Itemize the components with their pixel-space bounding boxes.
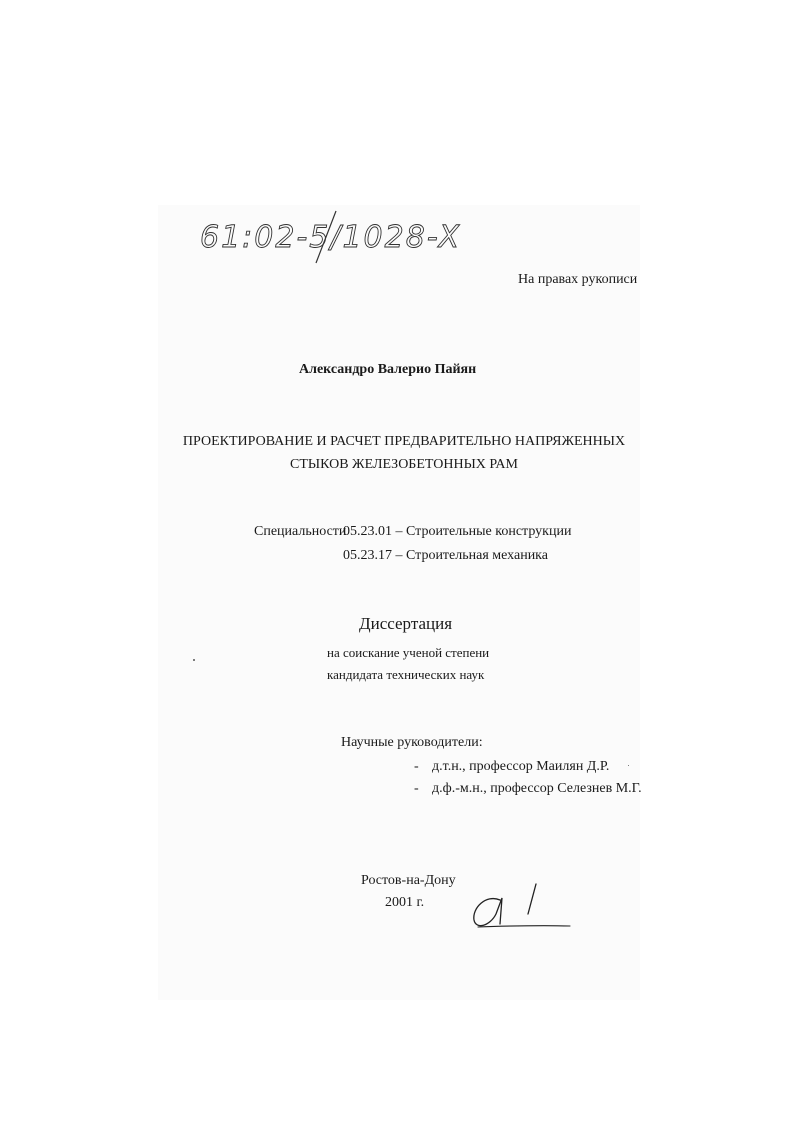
supervisor-item	[414, 781, 642, 797]
supervisor-name: д.ф.-м.н., профессор Селезнев М.Г.	[432, 781, 642, 796]
supervisor-name: д.т.н., профессор Маилян Д.Р.	[432, 759, 610, 774]
author-name: Александро Валерио Пайян	[299, 362, 477, 377]
handwritten-signature	[466, 880, 576, 932]
work-type-heading: Диссертация	[359, 614, 453, 633]
supervisor-item	[414, 759, 609, 775]
title-line: ПРОЕКТИРОВАНИЕ И РАСЧЕТ ПРЕДВАРИТЕЛЬНО НАПРЯЖЕННЫХ	[182, 434, 626, 449]
degree-line: на соискание ученой степени	[327, 645, 490, 660]
degree-line: кандидата технических наук	[327, 667, 485, 682]
specialty-item: 05.23.17 – Строительная механика	[343, 548, 548, 563]
archive-code-text: 61:02-5/1028-X	[200, 220, 462, 255]
bullet-dash: -	[414, 759, 419, 774]
scan-speck	[193, 659, 195, 661]
title-line: СТЫКОВ ЖЕЛЕЗОБЕТОННЫХ РАМ	[290, 457, 518, 472]
year: 2001 г.	[385, 895, 425, 910]
manuscript-rights-note: На правах рукописи	[518, 272, 638, 287]
specialty-label: Специальности	[254, 524, 347, 539]
supervisors-label: Научные руководители:	[341, 735, 483, 750]
city: Ростов-на-Дону	[361, 873, 456, 888]
specialty-item: 05.23.01 – Строительные конструкции	[343, 524, 572, 539]
dissertation-title	[168, 430, 640, 476]
bullet-dash: -	[414, 781, 419, 796]
handwritten-archive-code	[196, 205, 486, 265]
scan-speck	[628, 765, 629, 766]
